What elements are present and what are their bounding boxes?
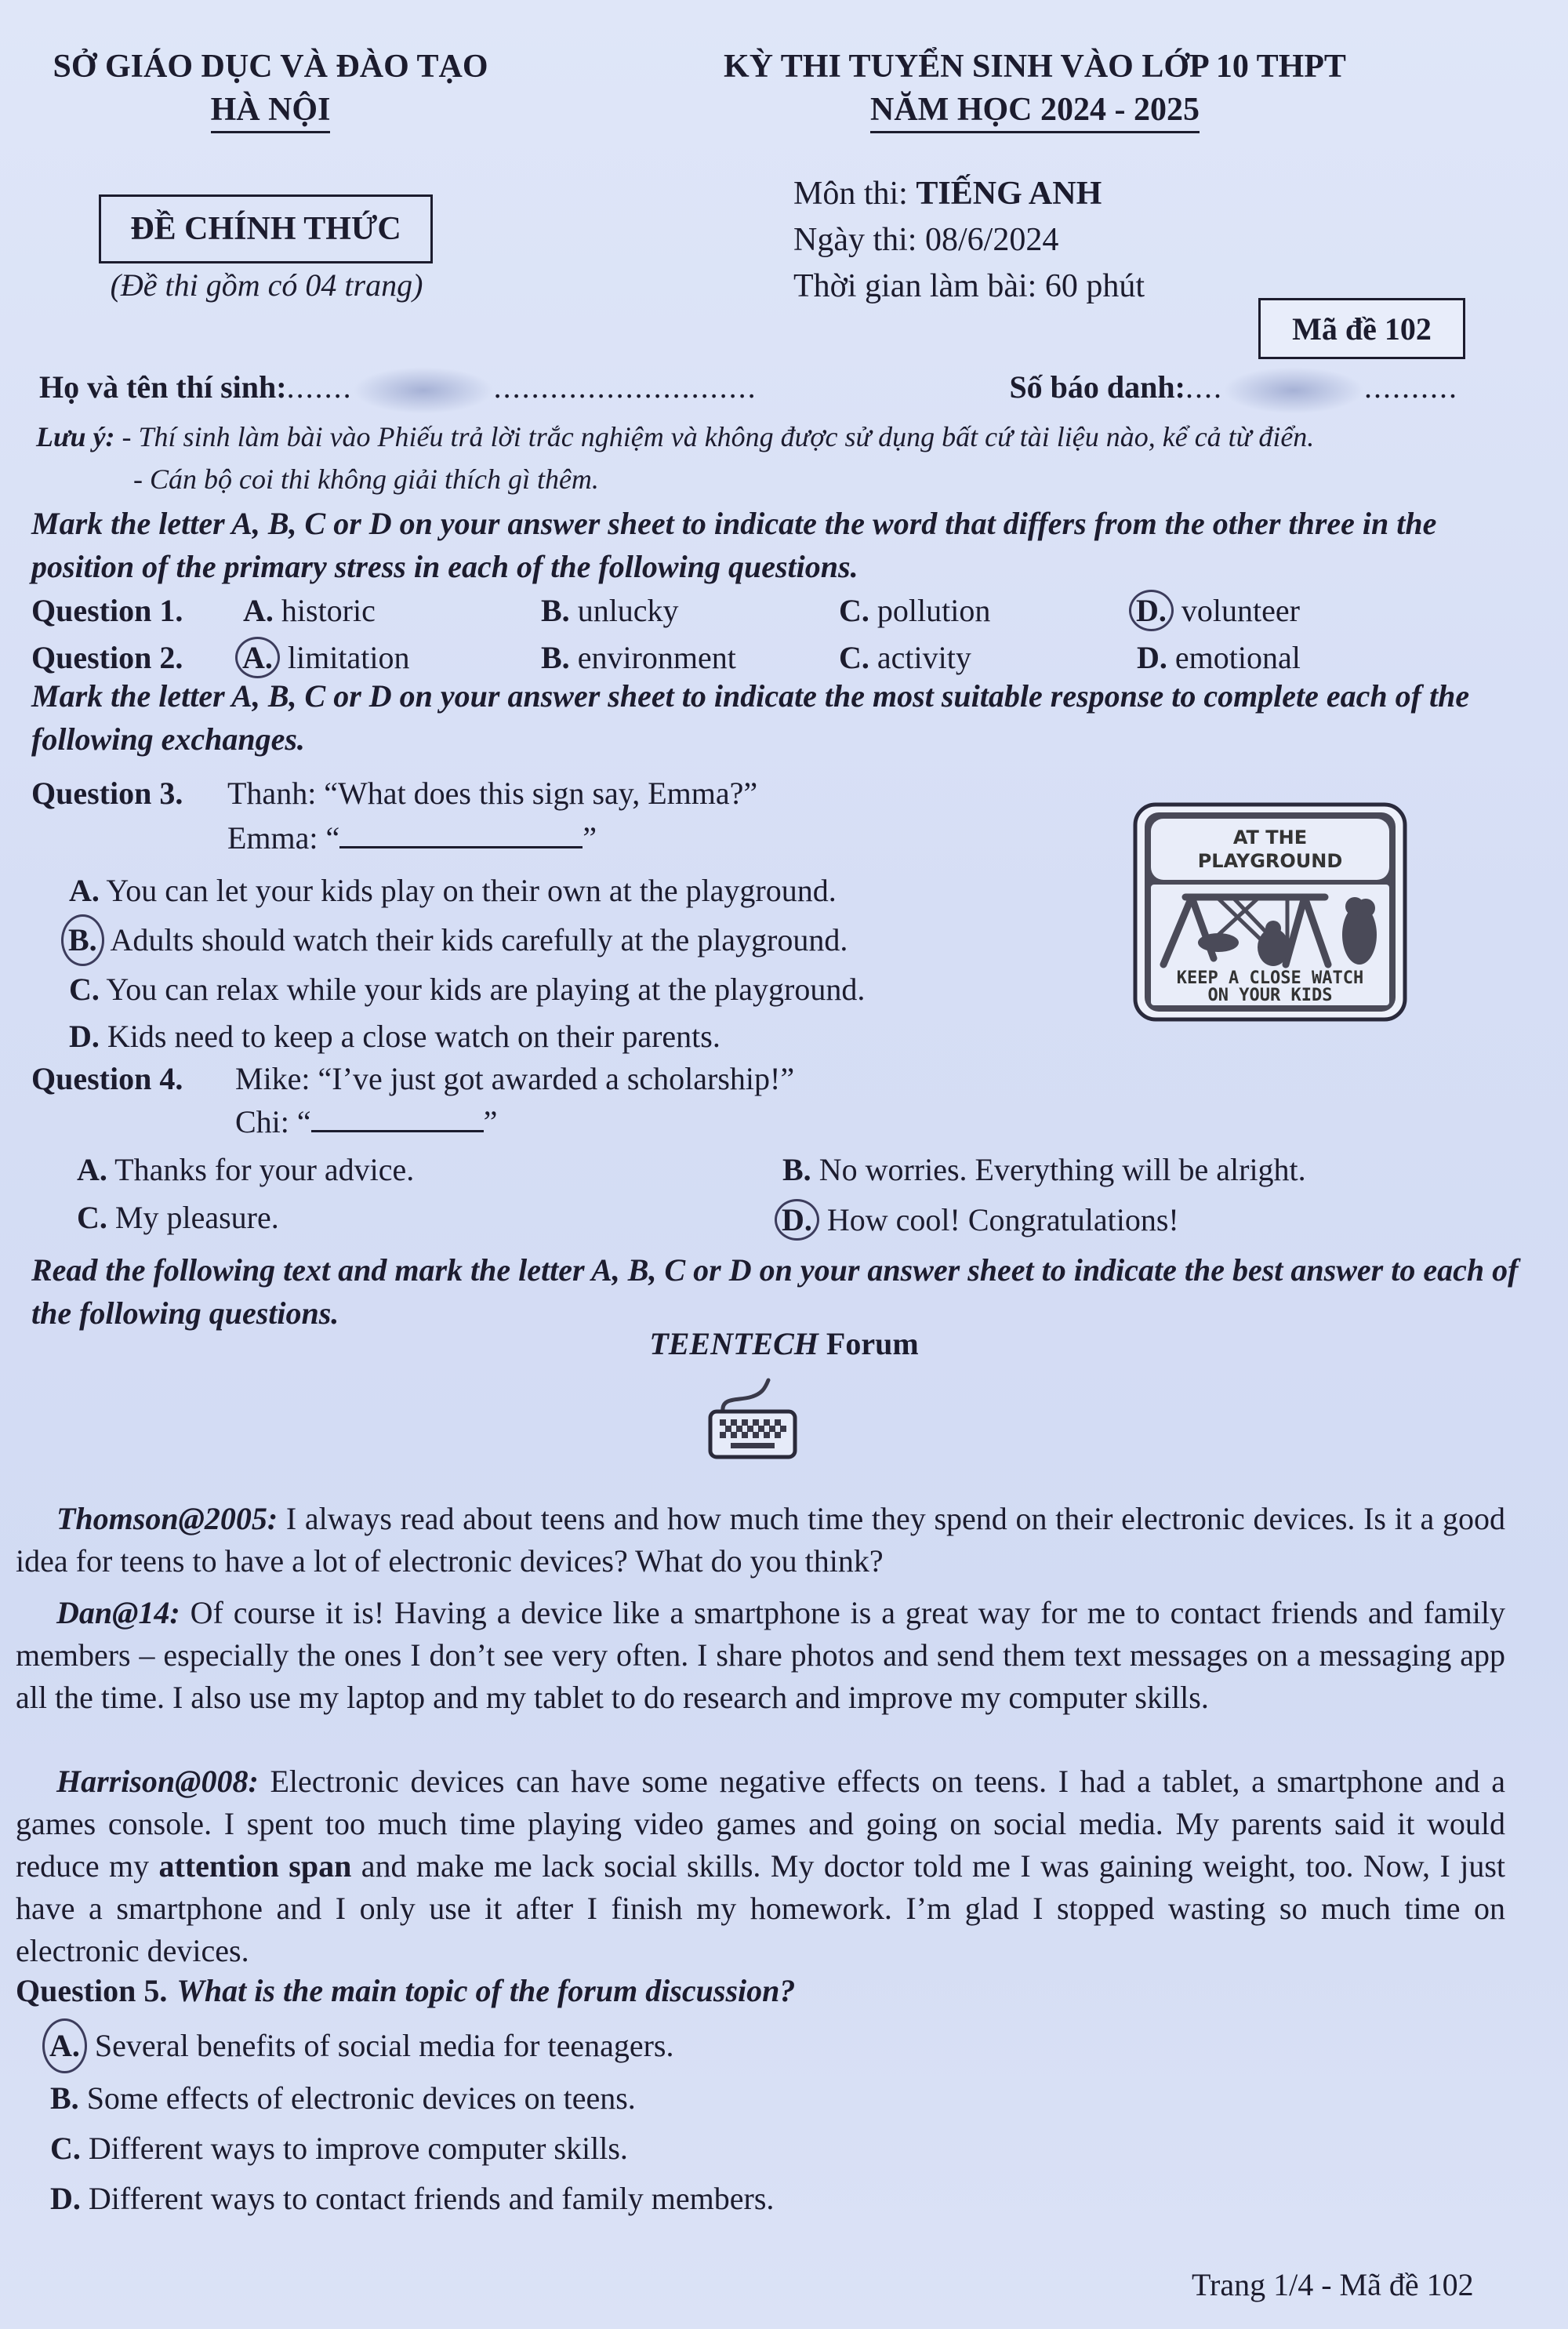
option-b[interactable]: [541, 592, 839, 629]
response-line: [31, 1103, 1521, 1140]
sign-bottom-line1: KEEP A CLOSE WATCH: [1176, 968, 1364, 988]
response-line: [31, 819, 1098, 856]
option-b[interactable]: [69, 914, 1098, 966]
playground-sign: [1132, 801, 1408, 1023]
option-text: You can let your kids play on their own at the playground.: [99, 873, 837, 908]
option-letter: B.: [541, 593, 570, 628]
option-letter: B.: [541, 640, 570, 675]
forum-post-text: Electronic devices can have some negative effects on teens. I had a tablet, a smartphone and a games console. I spent too much time playing video games and going on social media. My parents said it would reduce my: [16, 1764, 1505, 1884]
option-a[interactable]: [243, 592, 541, 629]
option-letter: A.: [243, 593, 274, 628]
option-d[interactable]: [69, 1013, 1098, 1060]
notes-line2: - Cán bộ coi thi không giải thích gì thêm.: [133, 463, 599, 495]
notes-line1: - Thí sinh làm bài vào Phiếu trả lời trắc nghiệm và không được sử dụng bất cứ tài liệu nào, kể cả từ điển.: [114, 421, 1315, 452]
subject-value: TIẾNG ANH: [916, 176, 1102, 212]
question-2: [31, 637, 1521, 678]
option-c[interactable]: [839, 639, 1137, 676]
option-b[interactable]: [50, 2073, 1505, 2124]
option-letter: C.: [839, 593, 869, 628]
sign-top-line2: PLAYGROUND: [1197, 850, 1343, 872]
option-letter: B.: [50, 2080, 79, 2116]
circled-answer-mark: A.: [235, 637, 280, 678]
option-text: How cool! Congratulations!: [818, 1202, 1179, 1237]
question-label: Question 3.: [31, 776, 183, 811]
option-text: My pleasure.: [107, 1200, 279, 1235]
option-letter: B.: [782, 1152, 811, 1187]
option-d[interactable]: [50, 2174, 1505, 2224]
option-text: Kids need to keep a close watch on their parents.: [99, 1019, 720, 1054]
forum-title: [0, 1325, 1568, 1362]
forum-post: [16, 1498, 1505, 1582]
option-letter: D.: [1137, 640, 1167, 675]
forum-post: [16, 1760, 1505, 1972]
exam-code: Mã đề 102: [1292, 311, 1432, 347]
response-speaker: Chi: “: [235, 1104, 311, 1139]
option-text: No worries. Everything will be alright.: [811, 1152, 1306, 1187]
option-text: Different ways to contact friends and family members.: [80, 2181, 775, 2216]
option-text: Different ways to improve computer skills.: [80, 2131, 628, 2166]
option-text: activity: [869, 640, 971, 675]
option-letter: C.: [69, 972, 100, 1007]
question-1: [31, 590, 1521, 631]
option-letter: C.: [839, 640, 869, 675]
sign-bottom-line2: ON YOUR KIDS: [1207, 986, 1333, 1005]
question-prompt: Mike: “I’ve just got awarded a scholarship!”: [235, 1061, 795, 1096]
circled-answer-mark: A.: [42, 2018, 87, 2073]
option-c[interactable]: [50, 2124, 1505, 2174]
option-text: Some effects of electronic devices on teens.: [78, 2080, 636, 2116]
option-letter: D.: [50, 2181, 81, 2216]
exam-year: NĂM HỌC 2024 - 2025: [870, 89, 1200, 134]
option-a[interactable]: [50, 2018, 1505, 2073]
forum-post-text: Of course it is! Having a device like a smartphone is a great way for me to contact friends and family members – especially the ones I don’t see very often. I share photos and send them text messages on a messaging app all the time. I also use my laptop and my tablet to do research and improve my computer skills.: [16, 1595, 1505, 1715]
sign-top-line1: AT THE: [1232, 827, 1308, 848]
keyboard-icon: [706, 1374, 800, 1460]
option-a[interactable]: [69, 867, 1098, 914]
circled-answer-mark: B.: [61, 914, 104, 966]
notes-label: Lưu ý:: [36, 421, 115, 452]
forum-username: Dan@14:: [56, 1595, 180, 1630]
option-letter: A.: [77, 1152, 107, 1187]
option-text: Thanks for your advice.: [107, 1152, 415, 1187]
forum-post-text-cont: and make me lack social skills. My doctor told me I was gaining weight, too. Now, I just have a smartphone and I only use it after I finish my homework. I’m glad I stopped wasting so much time on electronic devices.: [16, 1848, 1505, 1968]
answer-blank: [339, 823, 583, 848]
question-label: Question 4.: [31, 1061, 183, 1096]
forum-post: [16, 1592, 1505, 1719]
question-3: [31, 775, 1098, 1060]
option-letter: C.: [50, 2131, 81, 2166]
forum-post-text: I always read about teens and how much time they spend on their electronic devices. Is it a good idea for teens to have a lot of electronic devices? What do you think?: [16, 1501, 1505, 1579]
highlighted-phrase: attention span: [158, 1848, 352, 1884]
question-label: Question 2.: [31, 640, 183, 675]
candidate-id-field[interactable]: [1009, 367, 1458, 414]
reading-instruction: Read the following text and mark the letter A, B, C or D on your answer sheet to indicate the best answer to each of the following questions.: [31, 1252, 1519, 1332]
question-prompt: Thanh: “What does this sign say, Emma?”: [227, 776, 758, 811]
forum-title-brand: TEENTECH: [649, 1326, 818, 1361]
option-text: environment: [569, 640, 736, 675]
id-dots-before: ....: [1185, 369, 1223, 405]
option-text: pollution: [869, 593, 991, 628]
question-label: Question 5.: [16, 1973, 168, 2008]
answer-blank: [311, 1106, 484, 1132]
page-footer: Trang 1/4 - Mã đề 102: [1192, 2267, 1474, 2302]
exam-code-box: [1258, 298, 1465, 359]
option-text: unlucky: [569, 593, 679, 628]
option-b[interactable]: [782, 1151, 1488, 1188]
question-prompt: What is the main topic of the forum discussion?: [176, 1973, 796, 2008]
option-a[interactable]: [243, 637, 541, 678]
option-text: Adults should watch their kids carefully at the playground.: [103, 922, 848, 957]
candidate-line: [39, 367, 1474, 414]
option-text: limitation: [279, 640, 410, 675]
forum-title-rest: Forum: [818, 1326, 919, 1361]
option-a[interactable]: [77, 1151, 782, 1188]
option-text: You can relax while your kids are playing at the playground.: [99, 972, 866, 1007]
option-text: historic: [273, 593, 376, 628]
name-dots-after: ............................: [493, 369, 757, 405]
name-dots-before: .......: [286, 369, 353, 405]
question-label: Question 1.: [31, 593, 183, 628]
option-text: emotional: [1167, 640, 1301, 675]
option-d[interactable]: [1137, 590, 1435, 631]
response-instruction: Mark the letter A, B, C or D on your answer sheet to indicate the most suitable response to complete each of the following exchanges.: [31, 678, 1470, 758]
notes: [36, 416, 1526, 500]
response-close-quote: ”: [583, 820, 597, 856]
response-speaker: Emma: “: [227, 820, 340, 856]
redacted-name: [353, 367, 494, 414]
option-letter: C.: [77, 1200, 107, 1235]
forum-username: Harrison@008:: [56, 1764, 259, 1799]
option-d[interactable]: [1137, 639, 1435, 676]
date-label: Ngày thi:: [793, 221, 925, 258]
pages-note: (Đề thi gồm có 04 trang): [110, 267, 423, 303]
option-c[interactable]: [69, 966, 1098, 1013]
candidate-id-label: Số báo danh:: [1009, 369, 1185, 405]
official-label-box: [99, 194, 433, 263]
department-name: SỞ GIÁO DỤC VÀ ĐÀO TẠO: [53, 49, 488, 85]
official-label: ĐỀ CHÍNH THỨC: [130, 211, 401, 247]
subject-label: Môn thi:: [793, 176, 916, 212]
stress-instruction: Mark the letter A, B, C or D on your answer sheet to indicate the word that differs from the other three in the position of the primary stress in each of the following questions.: [31, 506, 1437, 585]
exam-title-line1: KỲ THI TUYỂN SINH VÀO LỚP 10 THPT: [724, 49, 1346, 85]
response-close-quote: ”: [483, 1104, 498, 1139]
redacted-id: [1223, 367, 1364, 414]
circled-answer-mark: D.: [1129, 590, 1174, 631]
date-value: 08/6/2024: [924, 221, 1059, 258]
subject-info: [793, 171, 1145, 309]
duration-value: 60 phút: [1044, 267, 1145, 304]
candidate-name-field[interactable]: [39, 367, 757, 414]
option-c[interactable]: [839, 592, 1137, 629]
option-c[interactable]: [77, 1199, 782, 1241]
duration-label: Thời gian làm bài:: [793, 267, 1045, 304]
question-5: [16, 1972, 1505, 2224]
option-b[interactable]: [541, 639, 839, 676]
department-header: [39, 45, 502, 133]
option-d[interactable]: [782, 1199, 1488, 1241]
candidate-name-label: Họ và tên thí sinh:: [39, 369, 287, 405]
question-4: [31, 1060, 1521, 1241]
option-letter: A.: [69, 873, 100, 908]
option-text: volunteer: [1173, 593, 1300, 628]
id-dots-after: ..........: [1364, 369, 1458, 405]
option-text: Several benefits of social media for teenagers.: [86, 2028, 674, 2063]
circled-answer-mark: D.: [775, 1199, 819, 1241]
forum-username: Thomson@2005:: [56, 1501, 278, 1536]
department-city: HÀ NỘI: [211, 89, 331, 134]
exam-title: [651, 45, 1419, 133]
option-letter: D.: [69, 1019, 100, 1054]
